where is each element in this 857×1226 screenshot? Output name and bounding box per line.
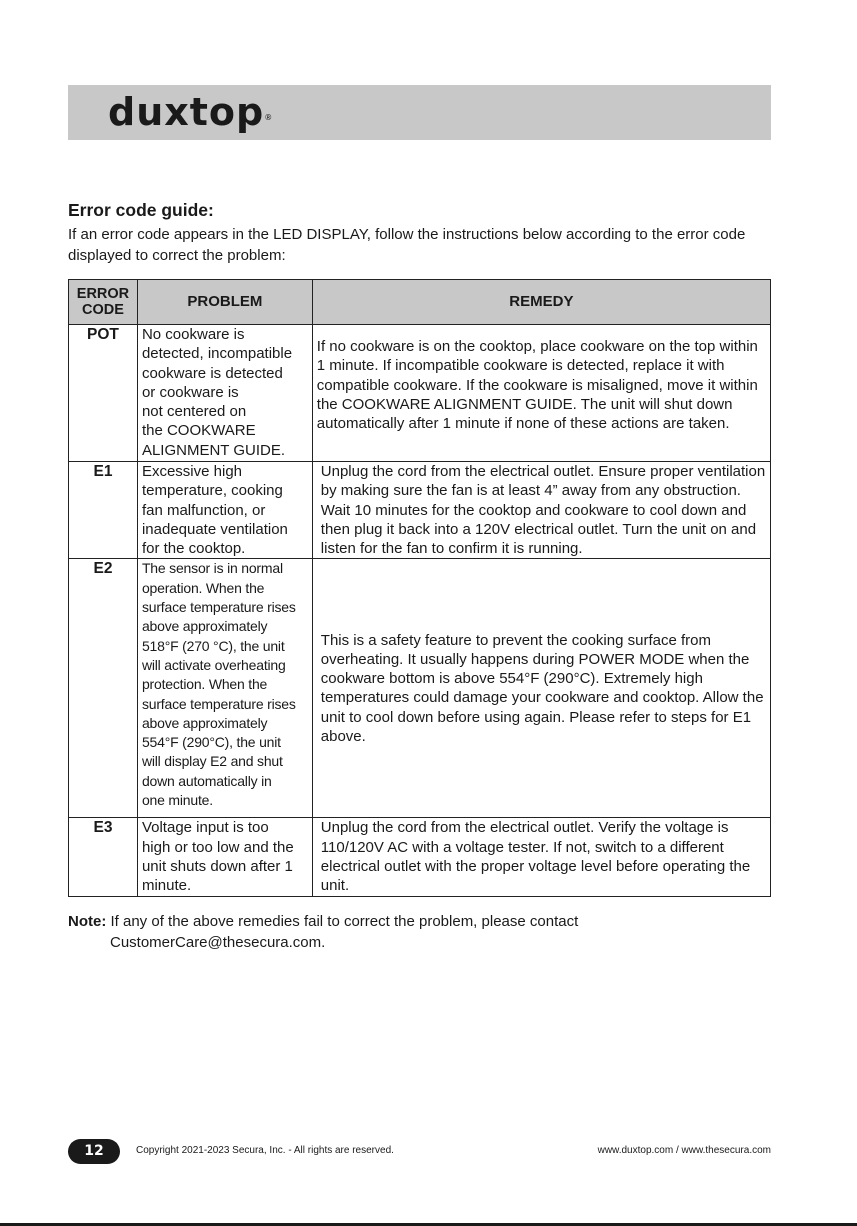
remedy-cell: Unplug the cord from the electrical outlet. Verify the voltage is 110/120V AC with a voltage tester. If not, switch to a different electrical outlet with the proper voltage level before operating the unit. [312,818,770,896]
table-row [69,818,771,896]
problem-line: will display E2 and shut [141,753,283,770]
error-code: E2 [69,559,138,818]
table-row [69,325,771,462]
intro-text: If an error code appears in the LED DISPLAY, follow the instructions below according to the error code displayed to correct the problem: [68,226,746,264]
remedy-cell: Unplug the cord from the electrical outlet. Ensure proper ventilation by making sure the fan is at least 4” away from any obstruction. Wait 10 minutes for the cooktop and cookware to cool down and then plug it back into a 120V electrical outlet. Turn the unit on and listen for the fan to confirm it is running. [312,462,770,559]
header-problem: PROBLEM [137,280,312,325]
header-band [68,85,771,140]
duxtop-logo [108,91,273,133]
remedy-cell: If no cookware is on the cooktop, place cookware on the top within 1 minute. If incompatible cookware is detected, replace it with compatible cookware. If the cookware is misaligned, move it within the COOKWARE ALIGNMENT GUIDE. The unit will shut down automatically after 1 minute if none of these actions are taken. [312,325,770,462]
error-code: E3 [69,818,138,896]
problem-line: not centered on [141,403,247,421]
problem-line: will activate overheating [141,656,286,673]
problem-cell [137,462,312,559]
problem-cell [137,325,312,462]
problem-line: detected, incompatible [141,345,293,363]
problem-line: for the cooktop. [141,540,246,558]
problem-line: temperature, cooking [141,482,283,500]
registered-mark: ® [264,113,274,122]
problem-line: high or too low and the [141,838,294,856]
error-code: E1 [69,462,138,559]
page-number-badge: 12 [68,1139,120,1164]
problem-line: down automatically in [141,772,272,789]
problem-line: Voltage input is too [141,819,269,837]
copyright-text: Copyright 2021-2023 Secura, Inc. - All rights are reserved. [136,1145,394,1156]
problem-line: or cookware is [141,383,239,401]
table-row [69,559,771,818]
remedy-cell: This is a safety feature to prevent the cooking surface from overheating. It usually happens during POWER MODE when the cookware bottom is above 554°F (290°C). Extremely high temperatures could damage your cookware and cooktop. Allow the unit to cool down before using again. Please refer to steps for E1 above. [312,559,770,818]
problem-line: protection. When the [141,676,268,693]
header-code-line2: CODE [82,302,124,318]
problem-line: Excessive high [141,463,243,480]
note-text: If any of the above remedies fail to correct the problem, please contact [106,913,579,930]
problem-line: minute. [141,877,192,895]
problem-line: above approximately [141,618,268,635]
footer [68,1139,771,1165]
header-error-code [69,280,138,325]
logo-text: duxtop [108,90,265,134]
problem-line: 554°F (290°C), the unit [141,734,281,751]
note [68,911,578,932]
note-label: Note: [68,913,107,930]
problem-line: fan malfunction, or [141,501,266,519]
error-code-table [68,279,771,897]
table-header-row [69,280,771,325]
header-remedy: REMEDY [312,280,770,325]
problem-line: cookware is detected [141,364,283,382]
problem-cell [137,559,312,818]
header-code-line1: ERROR [76,286,130,302]
problem-line: No cookware is [141,326,245,343]
problem-line: The sensor is in normal [141,560,283,577]
problem-line: surface temperature rises [141,695,296,712]
support-email[interactable]: CustomerCare@thesecura.com. [110,934,326,951]
problem-line: surface temperature rises [141,599,296,616]
problem-line: unit shuts down after 1 [141,858,293,876]
problem-line: ALIGNMENT GUIDE. [141,441,286,459]
section-title: Error code guide: [68,200,214,220]
problem-line: above approximately [141,714,268,731]
problem-line: the COOKWARE [141,422,256,440]
table-row [69,462,771,559]
problem-line: inadequate ventilation [141,520,288,538]
problem-line: operation. When the [141,579,265,596]
error-code: POT [69,325,138,462]
problem-line: 518°F (270 °C), the unit [141,637,285,654]
problem-line: one minute. [141,792,213,809]
websites-link[interactable]: www.duxtop.com / www.thesecura.com [597,1145,771,1156]
problem-cell [137,818,312,896]
